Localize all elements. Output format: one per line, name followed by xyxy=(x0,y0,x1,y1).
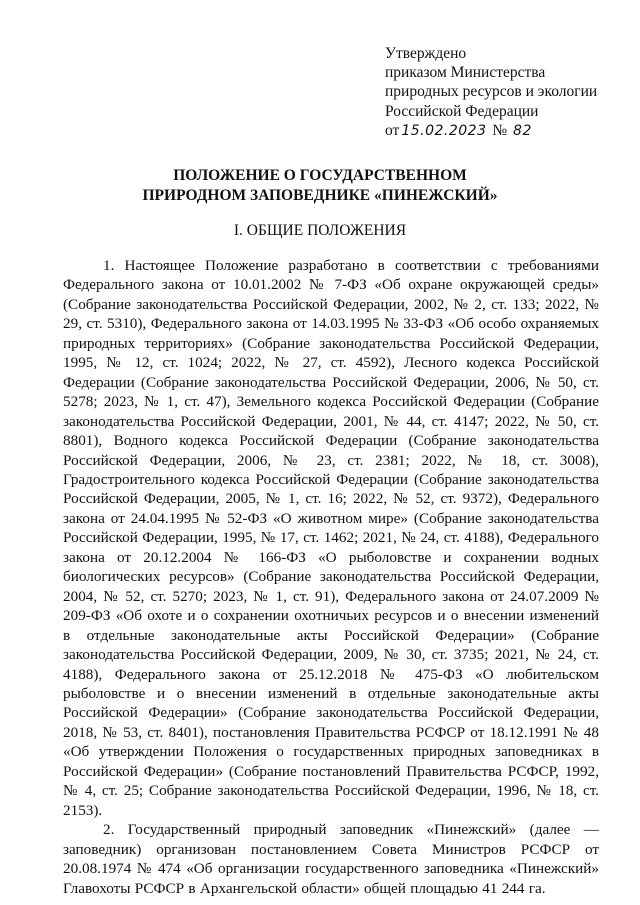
paragraph-1: 1. Настоящее Положение разработано в соответствии с требованиями Федерального закона от 10.01.2002 № 7-ФЗ «Об охране окружающей среды» (Собрание законодательства Российской Федерации, 2002, № 2, ст. 133; 2022, № 29, ст. 5310), Федерального закона от 14.03.1995 № 33-ФЗ «Об особо охраняемых природных территориях» (Собрание законодательства Российской Федерации, 1995, № 12, ст. 1024; 2022, № 27, ст. 4592), Лесного кодекса Российской Федерации (Собрание законодательства Российской Федерации, 2006, № 50, ст. 5278; 2023, № 1, ст. 47), Земельного кодекса Российской Федерации (Собрание законодательства Российской Федерации, 2001, № 44, ст. 4147; 2022, № 50, ст. 8801), Водного кодекса Российской Федерации (Собрание законодательства Российской Федерации, 2006, № 23, ст. 2381; 2022, № 18, ст. 3008), Градостроительного кодекса Российской Федерации (Собрание законодательства Российской Федерации, 2005, № 1, ст. 16; 2022, № 52, ст. 9372), Федерального закона от 24.04.1995 № 52-ФЗ «О животном мире» (Собрание законодательства Российской Федерации, 1995, № 17, ст. 1462; 2021, № 24, ст. 4188), Федерального закона от 20.12.2004 № 166-ФЗ «О рыболовстве и сохранении водных биологических ресурсов» (Собрание законодательства Российской Федерации, 2004, № 52, ст. 5270; 2023, № 1, ст. 91), Федерального закона от 24.07.2009 № 209-ФЗ «Об охоте и о сохранении охотничьих ресурсов и о внесении изменений в отдельные законодательные акты Российской Федерации» (Собрание законодательства Российской Федерации, 2009, № 30, ст. 3735; 2021, № 24, ст. 4188), Федерального закона от 25.12.2018 № 475-ФЗ «О любительском рыболовстве и о внесении изменений в отдельные законодательные акты Российской Федерации» (Собрание законодательства Российской Федерации, 2018, № 53, ст. 8401), постановления Правительства РСФСР от 18.12.1991 № 48 «Об утверждении Положения о государственных природных заповедниках в Российской Федерации» (Собрание постановлений Правительства РСФСР, 1992, № 4, ст. 25; Собрание законодательства Российской Федерации, 1996, № 18, ст. 2153). xyxy=(63,257,599,819)
approval-line-order: приказом Министерства xyxy=(385,64,546,82)
approval-line-ministry: природных ресурсов и экологии xyxy=(385,83,598,101)
section-heading: I. ОБЩИЕ ПОЛОЖЕНИЯ xyxy=(233,222,407,239)
document-body xyxy=(63,256,599,898)
date-prefix: от xyxy=(385,121,400,139)
document-title-line-2: ПРИРОДНОМ ЗАПОВЕДНИКЕ «ПИНЕЖСКИЙ» xyxy=(142,186,498,204)
approval-line-date-number xyxy=(385,121,625,141)
handwritten-number: 82 xyxy=(513,122,532,139)
approval-line-federation: Российской Федерации xyxy=(385,102,539,120)
number-prefix: № xyxy=(492,121,508,139)
approval-line-approved: Утверждено xyxy=(385,45,467,62)
paragraph-2: 2. Государственный природный заповедник «Пинежский» (далее — заповедник) организован постановлением Совета Министров РСФСР от 20.08.1974 № 474 «Об организации государственного заповедника «Пинежский» Главохоты РСФСР в Архангельской области» общей площадью 41 244 га. xyxy=(63,821,599,897)
document-title-line-1: ПОЛОЖЕНИЕ О ГОСУДАРСТВЕННОМ xyxy=(173,167,467,184)
document-title xyxy=(60,166,580,205)
handwritten-date: 15.02.2023 xyxy=(401,122,487,139)
approval-block xyxy=(385,44,625,141)
